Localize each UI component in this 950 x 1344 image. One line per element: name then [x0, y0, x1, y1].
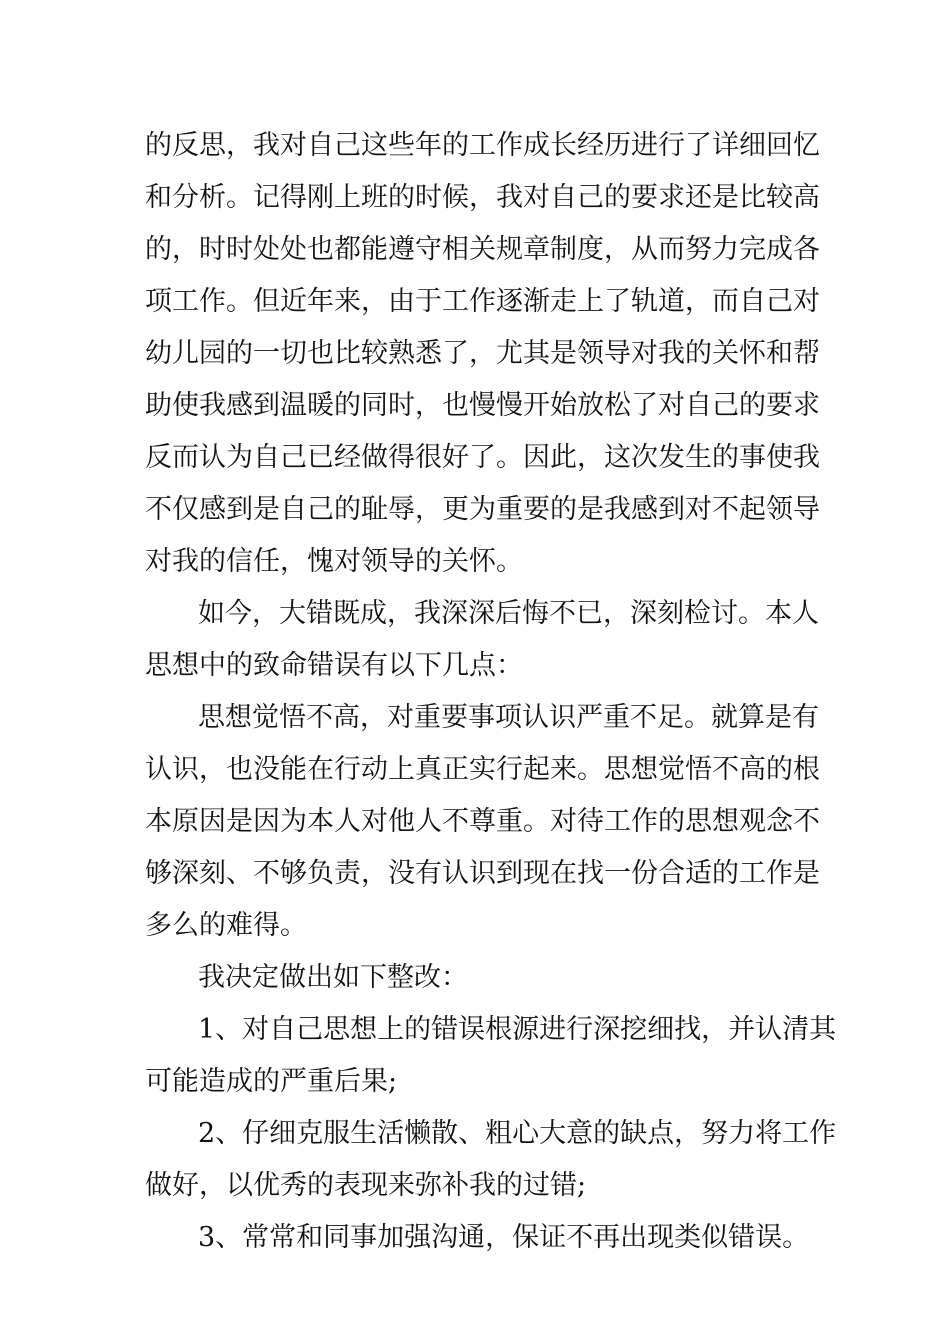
text-line: 如今，大错既成，我深深后悔不已，深刻检讨。本人: [198, 598, 819, 629]
text-line: 思想觉悟不高，对重要事项认识严重不足。就算是有: [198, 702, 819, 733]
text-line: 项工作。但近年来，由于工作逐渐走上了轨道，而自己对: [145, 286, 820, 317]
text-line: 够深刻、不够负责，没有认识到现在找一份合适的工作是: [145, 858, 820, 889]
text-line: 多么的难得。: [145, 910, 307, 941]
text-line: 本原因是因为本人对他人不尊重。对待工作的思想观念不: [145, 806, 820, 837]
text-line: 的，时时处处也都能遵守相关规章制度，从而努力完成各: [145, 234, 820, 265]
text-line: 2、仔细克服生活懒散、粗心大意的缺点，努力将工作: [198, 1118, 837, 1149]
text-line: 可能造成的严重后果;: [145, 1066, 398, 1097]
text-line: 我决定做出如下整改：: [198, 962, 468, 993]
text-line: 反而认为自己已经做得很好了。因此，这次发生的事使我: [145, 442, 820, 473]
text-line: 助使我感到温暖的同时，也慢慢开始放松了对自己的要求: [145, 390, 820, 421]
text-line: 幼儿园的一切也比较熟悉了，尤其是领导对我的关怀和帮: [145, 338, 820, 369]
text-line: 1、对自己思想上的错误根源进行深挖细找，并认清其: [198, 1014, 837, 1045]
text-line: 不仅感到是自己的耻辱，更为重要的是我感到对不起领导: [145, 494, 820, 525]
text-line: 做好，以优秀的表现来弥补我的过错;: [145, 1170, 587, 1201]
text-line: 对我的信任，愧对领导的关怀。: [145, 546, 523, 577]
text-line: 的反思，我对自己这些年的工作成长经历进行了详细回忆: [145, 130, 820, 161]
text-line: 3、常常和同事加强沟通，保证不再出现类似错误。: [198, 1222, 810, 1253]
text-line: 思想中的致命错误有以下几点：: [145, 650, 523, 681]
text-line: 和分析。记得刚上班的时候，我对自己的要求还是比较高: [145, 182, 820, 213]
text-line: 认识，也没能在行动上真正实行起来。思想觉悟不高的根: [145, 754, 820, 785]
